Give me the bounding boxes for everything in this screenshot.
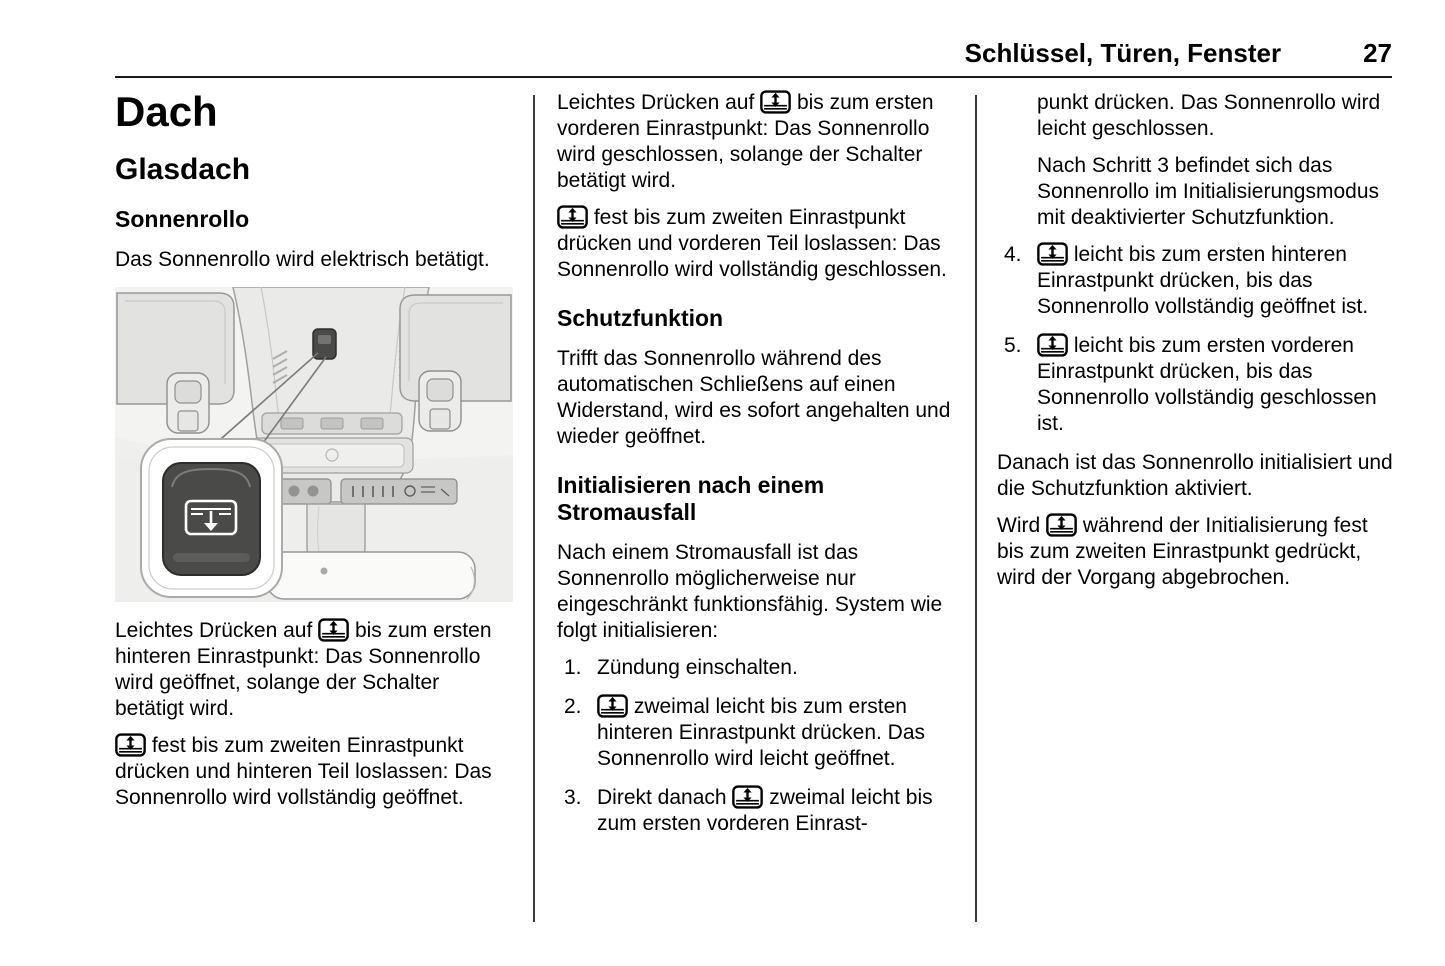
paragraph-initialized: Danach ist das Sonnenrollo initialisiert und die Schutzfunktion aktiviert. — [997, 451, 1393, 500]
sunblind-switch-icon — [732, 785, 763, 811]
column-1 — [115, 90, 513, 822]
header-rule — [115, 76, 1392, 78]
column-2 — [557, 90, 957, 850]
text-segment: leicht bis zum ersten hinteren Einrastpunkt drücken, bis das Sonnenrollo vollständig geöffnet ist. — [1037, 243, 1369, 318]
topic-heading-schutzfunktion: Schutzfunktion — [557, 305, 724, 331]
roof-console-illustration — [115, 287, 513, 602]
topic-heading-sonnenrollo: Sonnenrollo — [115, 206, 250, 232]
text-segment: fest bis zum zweiten Einrastpunkt drücken und hinteren Teil loslassen: Das Sonnenrollo wird vollständig geöffnet. — [115, 734, 492, 809]
paragraph-initialisieren: Nach einem Stromausfall ist das Sonnenrollo möglicherweise nur eingeschränkt funktionsfähig. System wie folgt initialisieren: — [557, 541, 943, 642]
list-number: 4. — [1004, 243, 1022, 266]
sunblind-switch-icon — [760, 90, 791, 116]
left-visor-clip — [167, 373, 209, 433]
list-number: 2. — [564, 695, 582, 718]
list-number: 3. — [564, 786, 582, 809]
subsection-heading-glasdach: Glasdach — [115, 153, 251, 186]
text-segment: bis zum ersten hinteren Einrastpunkt: Das Sonnenrollo wird geöffnet, solange der Schalter betätigt wird. — [115, 619, 492, 720]
section-heading-dach: Dach — [115, 88, 218, 135]
sunblind-switch-icon — [1037, 242, 1068, 268]
note-after-step-3: Nach Schritt 3 befindet sich das Sonnenrollo im Initialisierungsmodus mit deaktivierter Schutzfunktion. — [1037, 154, 1380, 229]
text-segment: Leichtes Drücken auf — [557, 91, 761, 114]
list-number: 5. — [1004, 334, 1022, 357]
list-number: 1. — [564, 656, 582, 679]
right-visor-clip — [419, 371, 461, 431]
paragraph-close-full — [557, 205, 957, 283]
paragraph-schutzfunktion: Trifft das Sonnenrollo während des automatischen Schließens auf einen Widerstand, wird es sofort angehalten und wieder geöffnet. — [557, 347, 951, 448]
page-header — [115, 38, 1392, 68]
sunblind-switch-icon — [318, 618, 349, 644]
list-item-5 — [997, 333, 1395, 437]
text-segment: fest bis zum zweiten Einrastpunkt drücken und vorderen Teil loslassen: Das Sonnenrollo wird vollständig geschlossen. — [557, 206, 947, 281]
sunblind-switch-icon — [597, 694, 628, 720]
column-divider-1 — [533, 95, 535, 922]
paragraph-close-light — [557, 90, 957, 194]
sunblind-switch-icon — [115, 733, 146, 759]
list-item-text — [1037, 333, 1395, 437]
text-segment: während der Initialisierung fest bis zum zweiten Einrastpunkt gedrückt, wird der Vorgang abgebrochen. — [997, 514, 1368, 589]
list-item-2 — [557, 694, 957, 772]
sunblind-switch-icon — [557, 205, 588, 231]
switch-callout — [141, 439, 282, 597]
sunblind-switch-icon — [1037, 333, 1068, 359]
list-item-4 — [997, 242, 1395, 320]
text-segment: Direkt danach — [597, 786, 733, 809]
paragraph-abort — [997, 513, 1395, 591]
list-item-text — [1037, 242, 1395, 320]
column-divider-2 — [975, 95, 977, 922]
text-segment: bis zum ersten vorderen Einrastpunkt: Das Sonnenrollo wird geschlossen, solange der Schalter betätigt wird. — [557, 91, 934, 192]
paragraph-open-light — [115, 618, 513, 722]
text-segment: zweimal leicht bis zum ersten vorderen Einrast- — [597, 786, 933, 835]
sunblind-switch-icon — [1046, 513, 1077, 539]
column-3 — [997, 90, 1395, 602]
list-item-text — [597, 785, 957, 837]
text-segment: Leichtes Drücken auf — [115, 619, 319, 642]
page-number: 27 — [1363, 38, 1392, 68]
list-item-text: Zündung einschalten. — [597, 656, 798, 679]
list-item-3-continuation: punkt drücken. Das Sonnenrollo wird leicht geschlossen. — [1037, 91, 1381, 140]
paragraph-open-full — [115, 733, 513, 811]
intro-paragraph: Das Sonnenrollo wird elektrisch betätigt. — [115, 248, 490, 271]
list-item-text — [597, 694, 957, 772]
text-segment: Wird — [997, 514, 1046, 537]
list-item-1 — [557, 655, 957, 681]
header-title: Schlüssel, Türen, Fenster — [964, 38, 1282, 68]
topic-heading-initialisieren: Initialisieren nach einem Stromausfall — [557, 472, 825, 525]
list-item-3 — [557, 785, 957, 837]
text-segment: zweimal leicht bis zum ersten hinteren Einrastpunkt drücken. Das Sonnenrollo wird leicht geöffnet. — [597, 695, 926, 770]
text-segment: leicht bis zum ersten vorderen Einrastpunkt drücken, bis das Sonnenrollo vollständig geschlossen ist. — [1037, 334, 1377, 435]
